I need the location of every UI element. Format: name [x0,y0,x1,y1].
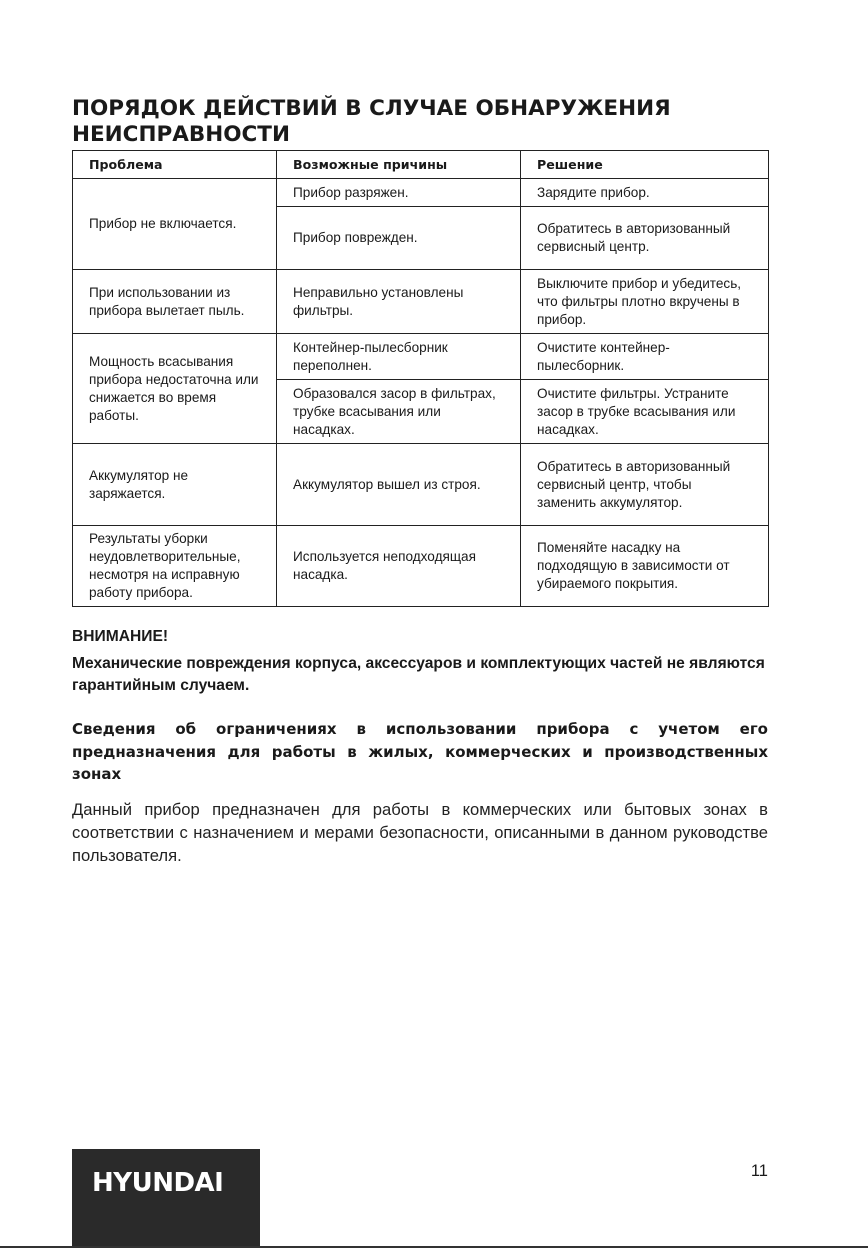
problem-cell: Мощность всасывания прибора недостаточна или снижается во время работы. [73,334,277,444]
warning-text: Механические повреждения корпуса, аксессуаров и комплектующих частей не являются гарантийным случаем. [72,655,765,694]
column-header-solution: Решение [521,151,769,179]
solution-cell: Очистите фильтры. Устраните засор в трубке всасывания или насадках. [521,380,769,444]
brand-logo-block [72,1149,260,1248]
table-row [73,179,769,207]
solution-cell: Обратитесь в авторизованный сервисный центр, чтобы заменить аккумулятор. [521,444,769,526]
column-header-problem: Проблема [73,151,277,179]
table-row [73,270,769,334]
problem-cell: Прибор не включается. [73,179,277,270]
problem-cell: Результаты уборки неудовлетворительные, несмотря на исправную работу прибора. [73,526,277,607]
warning-heading: ВНИМАНИЕ! [72,628,169,645]
cause-cell: Неправильно установлены фильтры. [277,270,521,334]
table-header-row [73,151,769,179]
solution-cell: Обратитесь в авторизованный сервисный центр. [521,207,769,270]
table-row [73,334,769,380]
column-header-causes: Возможные причины [277,151,521,179]
cause-cell: Прибор разряжен. [277,179,521,207]
restrictions-heading: Сведения об ограничениях в использовании прибора с учетом его предназначения для работы в жилых, коммерческих и производственных зонах [72,720,768,783]
brand-logo: HYUNDAI [92,1168,224,1198]
table-row [73,526,769,607]
cause-cell: Прибор поврежден. [277,207,521,270]
page-number: 11 [750,1162,768,1180]
problem-cell: При использовании из прибора вылетает пыль. [73,270,277,334]
cause-cell: Образовался засор в фильтрах, трубке всасывания или насадках. [277,380,521,444]
cause-cell: Используется неподходящая насадка. [277,526,521,607]
solution-cell: Поменяйте насадку на подходящую в зависимости от убираемого покрытия. [521,526,769,607]
restrictions-text: Данный прибор предназначен для работы в коммерческих или бытовых зонах в соответствии с назначением и мерами безопасности, описанными в данном руководстве пользователя. [72,800,768,865]
solution-cell: Очистите контейнер-пылесборник. [521,334,769,380]
table-row [73,444,769,526]
solution-cell: Выключите прибор и убедитесь, что фильтры плотно вкручены в прибор. [521,270,769,334]
solution-cell: Зарядите прибор. [521,179,769,207]
troubleshooting-table [72,150,769,607]
page-title: ПОРЯДОК ДЕЙСТВИЙ В СЛУЧАЕ ОБНАРУЖЕНИЯ НЕИСПРАВНОСТИ [72,96,671,147]
cause-cell: Аккумулятор вышел из строя. [277,444,521,526]
problem-cell: Аккумулятор не заряжается. [73,444,277,526]
cause-cell: Контейнер-пылесборник переполнен. [277,334,521,380]
